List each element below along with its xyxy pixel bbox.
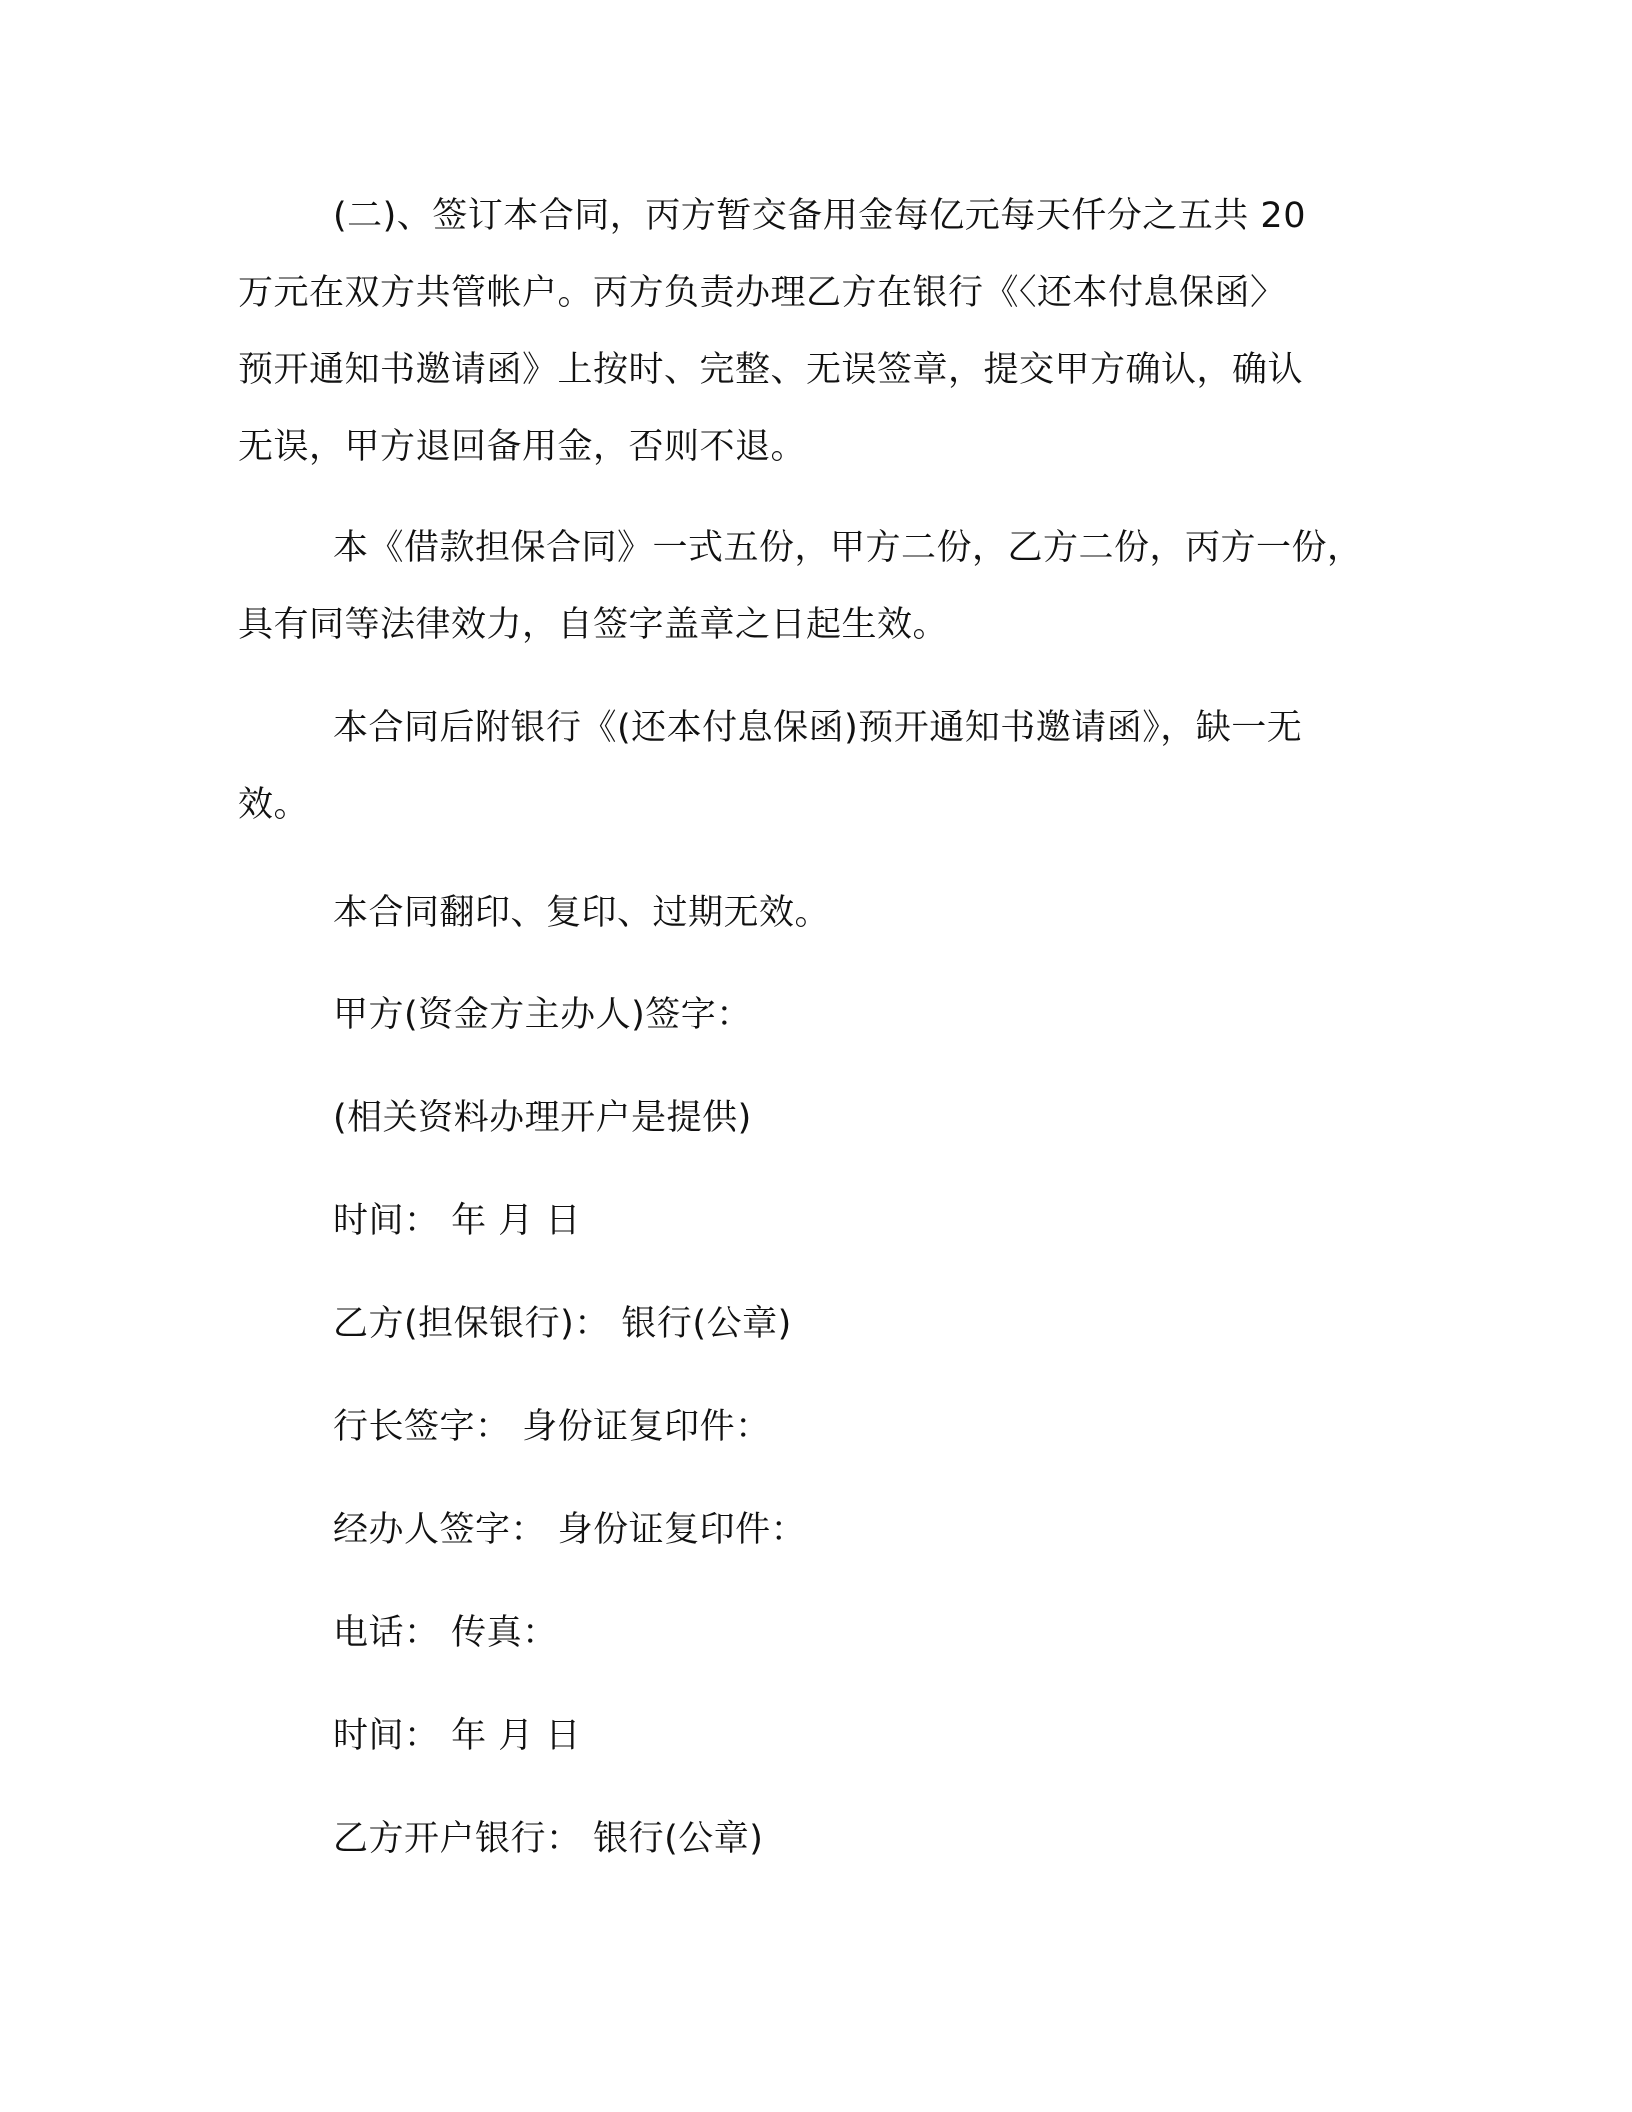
handler-signature-field: 经办人签字： 身份证复印件： xyxy=(333,1510,807,1550)
paragraph-attachment xyxy=(238,690,1418,844)
party-b-date-field: 时间： 年 月 日 xyxy=(333,1716,581,1756)
paragraph-line: 具有同等法律效力，自签字盖章之日起生效。 xyxy=(238,605,949,645)
phone-fax-field: 电话： 传真： xyxy=(333,1613,558,1653)
paragraph-line: 无误，甲方退回备用金，否则不退。 xyxy=(238,427,807,467)
party-a-signature-field: 甲方(资金方主办人)签字： xyxy=(333,995,752,1035)
party-a-date-field: 时间： 年 月 日 xyxy=(333,1201,581,1241)
party-a-note: (相关资料办理开户是提供) xyxy=(333,1098,752,1138)
paragraph-deposit-terms xyxy=(238,178,1418,486)
party-b-bank-field: 乙方(担保银行)： 银行(公章) xyxy=(333,1304,792,1344)
paragraph-line: 本合同翻印、复印、过期无效。 xyxy=(333,893,831,933)
paragraph-line: 本合同后附银行《(还本付息保函)预开通知书邀请函》，缺一无 xyxy=(333,708,1303,748)
paragraph-line: (二)、签订本合同，丙方暂交备用金每亿元每天仟分之五共 20 xyxy=(333,196,1306,236)
paragraph-copies xyxy=(238,510,1418,664)
paragraph-line: 万元在双方共管帐户。丙方负责办理乙方在银行《〈还本付息保函〉 xyxy=(238,273,1286,313)
paragraph-line: 本《借款担保合同》一式五份，甲方二份，乙方二份，丙方一份， xyxy=(333,528,1363,568)
paragraph-validity xyxy=(238,875,1418,952)
president-signature-field: 行长签字： 身份证复印件： xyxy=(333,1407,771,1447)
party-b-account-bank-field: 乙方开户银行： 银行(公章) xyxy=(333,1819,764,1859)
paragraph-line: 效。 xyxy=(238,785,310,825)
paragraph-line: 预开通知书邀请函》上按时、完整、无误签章，提交甲方确认，确认 xyxy=(238,350,1304,390)
